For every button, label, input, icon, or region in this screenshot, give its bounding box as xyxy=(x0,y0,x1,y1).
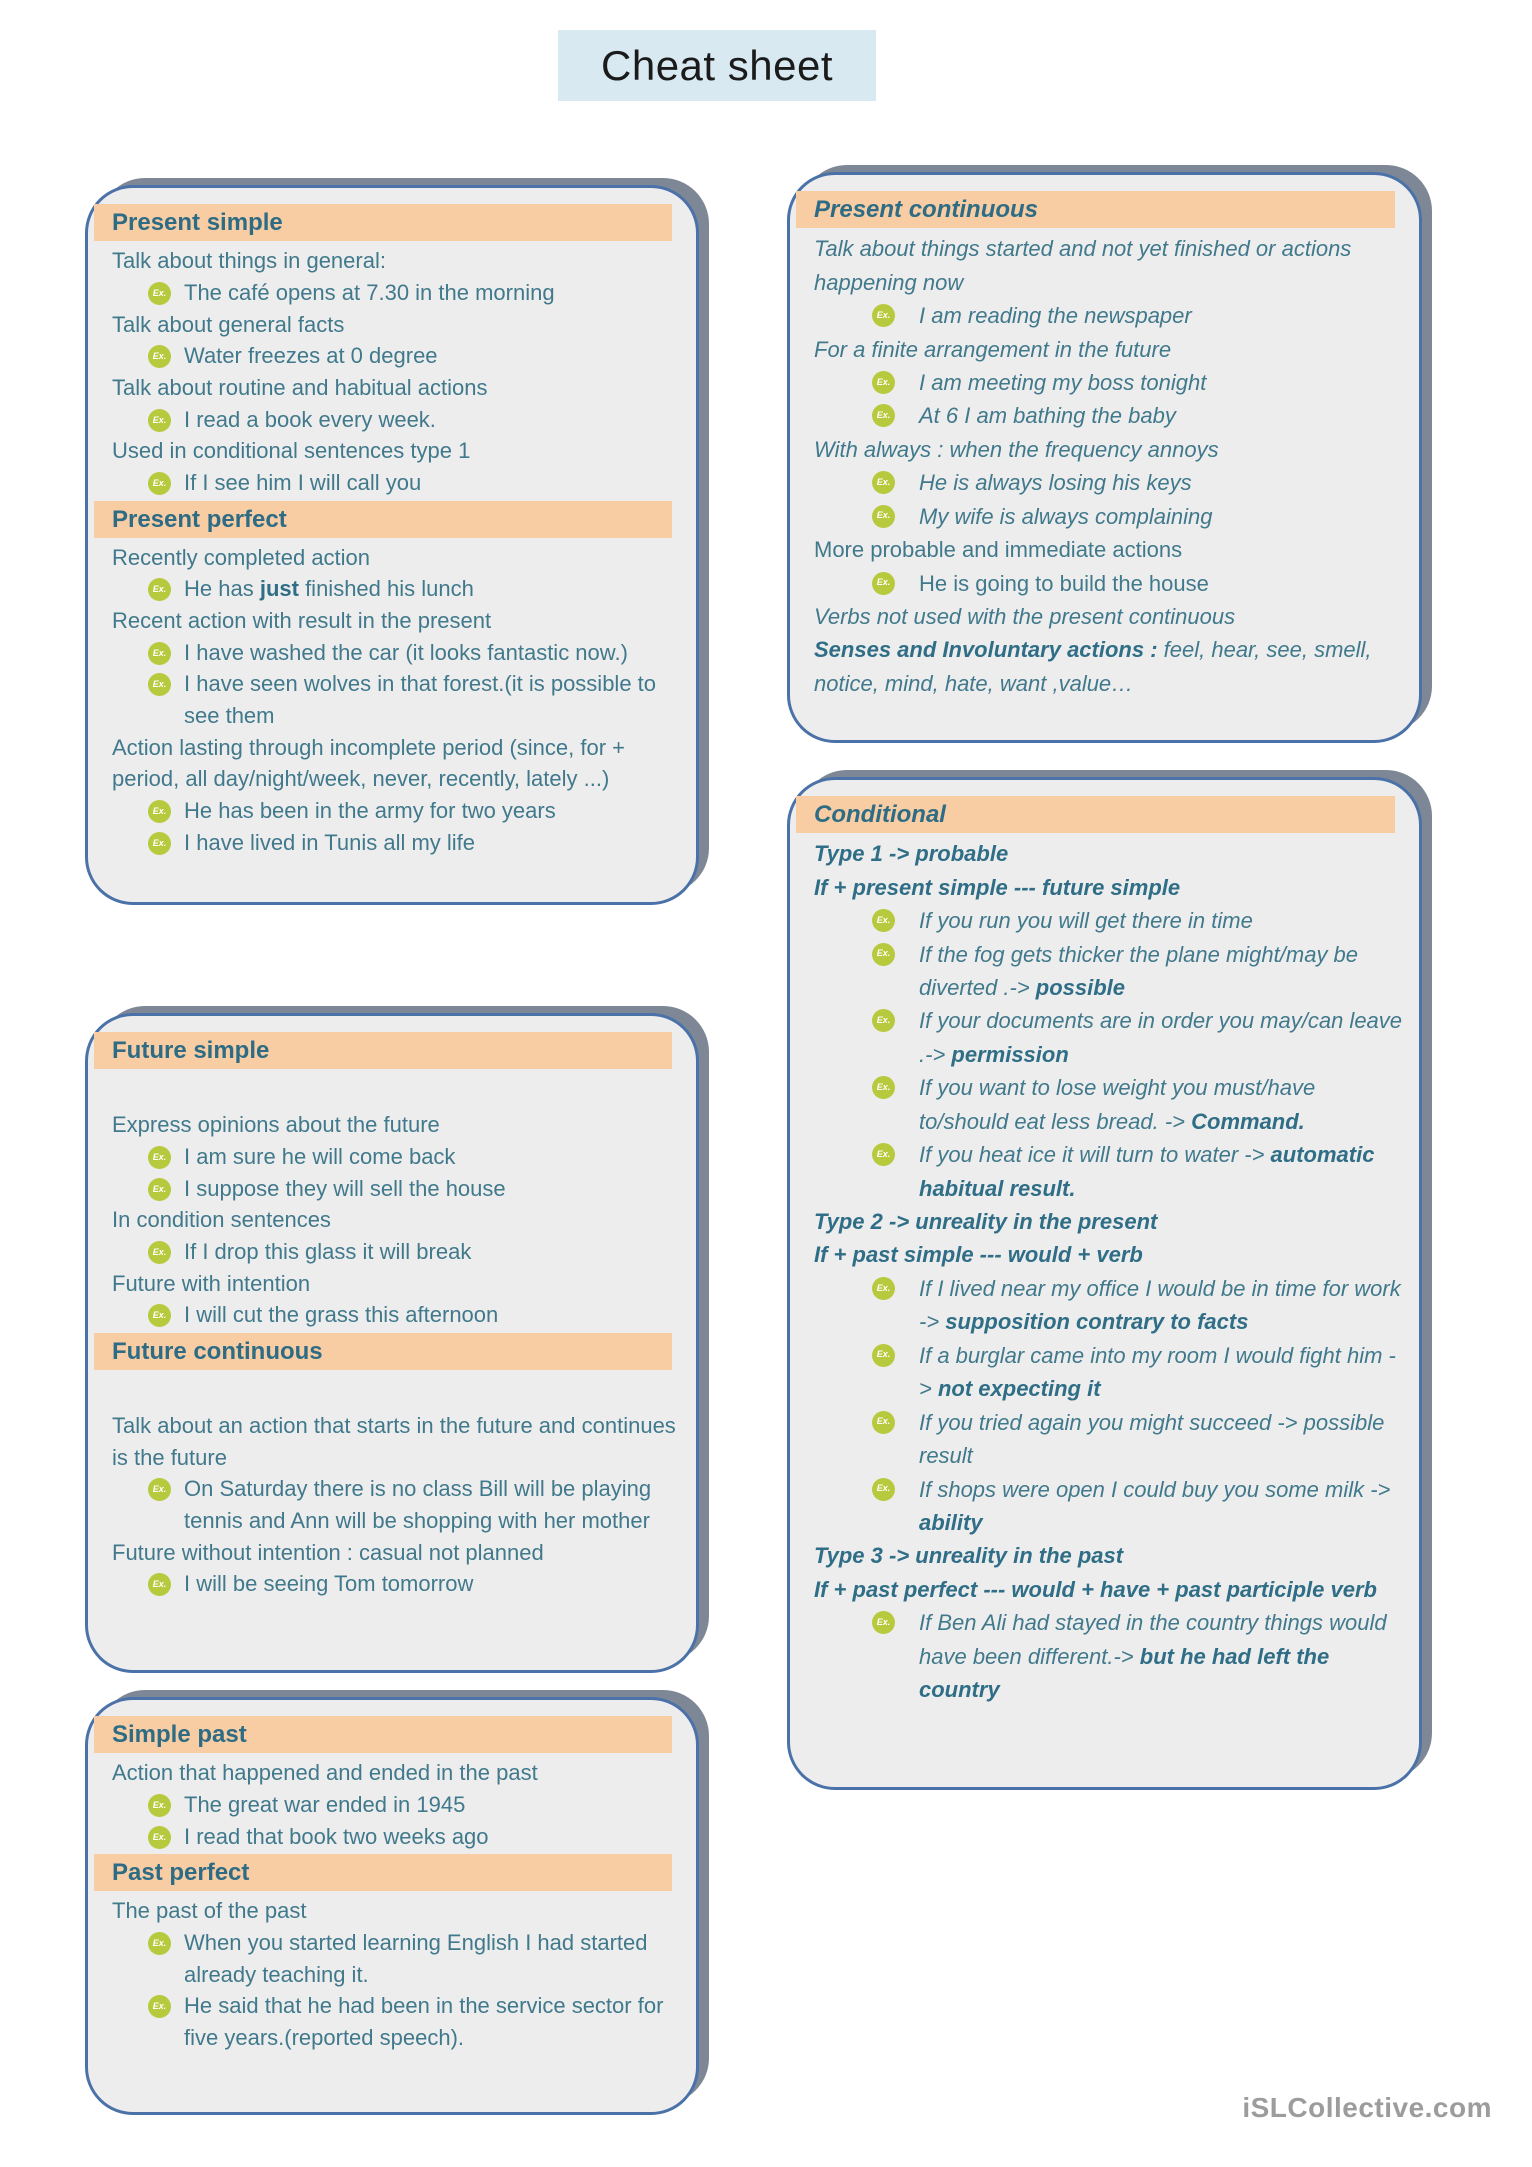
example-item xyxy=(148,1990,680,2053)
text-segment: My wife is always complaining xyxy=(919,503,1213,529)
example-icon: Ex. xyxy=(148,800,171,823)
usage-rule xyxy=(814,232,1403,299)
example-item xyxy=(148,277,680,309)
text-segment: Future with intention xyxy=(112,1270,311,1296)
example-item xyxy=(872,399,1403,432)
example-text xyxy=(184,637,680,669)
example-icon: Ex. xyxy=(872,909,895,932)
example-text xyxy=(184,1927,680,1990)
example-icon: Ex. xyxy=(872,1076,895,1099)
text-segment: If you tried again you might succeed -> possible result xyxy=(919,1409,1385,1469)
text-segment: If + past perfect --- would + have + past participle verb xyxy=(814,1576,1377,1602)
example-text xyxy=(184,1789,680,1821)
example-icon: Ex. xyxy=(148,1304,171,1327)
box-content xyxy=(790,175,1419,740)
example-item xyxy=(148,1927,680,1990)
example-icon: Ex. xyxy=(872,371,895,394)
example-item xyxy=(148,1236,680,1268)
text-segment: If I lived near my office I would be in time for work -> xyxy=(919,1275,1401,1335)
example-text xyxy=(919,299,1403,332)
example-item xyxy=(872,299,1403,332)
text-segment: feel, hear, see, smell, notice, mind, hate, want ,value… xyxy=(814,637,1372,696)
section-header: Simple past xyxy=(94,1716,672,1753)
example-text xyxy=(919,938,1403,1005)
example-text xyxy=(184,1821,680,1853)
usage-rule xyxy=(112,1268,680,1300)
example-item xyxy=(148,668,680,731)
text-segment: I am reading the newspaper xyxy=(919,303,1192,329)
example-item xyxy=(148,1173,680,1205)
example-icon: Ex. xyxy=(148,1794,171,1817)
text-segment: Express opinions about the future xyxy=(112,1112,440,1138)
box-content xyxy=(88,1016,696,1670)
text-segment: More probable and immediate actions xyxy=(814,537,1183,563)
example-item xyxy=(872,1339,1403,1406)
example-icon: Ex. xyxy=(148,1241,171,1264)
example-text xyxy=(919,1606,1403,1706)
text-segment: He is going to build the house xyxy=(919,570,1209,596)
example-text xyxy=(919,1272,1403,1339)
example-text xyxy=(184,573,680,605)
example-text xyxy=(184,795,680,827)
example-text xyxy=(184,1173,680,1205)
usage-rule xyxy=(814,1539,1403,1572)
example-icon: Ex. xyxy=(148,1573,171,1596)
example-item xyxy=(872,904,1403,937)
text-segment: When you started learning English I had started already teaching it. xyxy=(184,1930,648,1987)
example-text xyxy=(184,827,680,859)
text-segment: supposition contrary to facts xyxy=(945,1309,1249,1335)
text-segment: I am meeting my boss tonight xyxy=(919,369,1207,395)
example-item xyxy=(148,573,680,605)
text-segment: He has been in the army for two years xyxy=(184,798,556,824)
text-segment: The great war ended in 1945 xyxy=(184,1791,466,1817)
text-segment: Action lasting through incomplete period (since, for + period, all day/night/week, never, recently, lately ...) xyxy=(112,734,626,792)
section-header: Past perfect xyxy=(94,1854,672,1891)
text-segment: The past of the past xyxy=(112,1898,307,1924)
example-text xyxy=(184,1236,680,1268)
example-item xyxy=(872,1004,1403,1071)
example-icon: Ex. xyxy=(872,1143,895,1166)
text-segment: Used in conditional sentences type 1 xyxy=(112,438,471,464)
box-present-continuous xyxy=(787,172,1422,743)
example-item xyxy=(148,404,680,436)
example-item xyxy=(148,1473,680,1536)
usage-rule xyxy=(112,435,680,467)
usage-rule xyxy=(112,309,680,341)
example-icon: Ex. xyxy=(148,1826,171,1849)
example-icon: Ex. xyxy=(148,409,171,432)
example-item xyxy=(872,366,1403,399)
text-segment: I will cut the grass this afternoon xyxy=(184,1302,499,1328)
usage-rule xyxy=(112,1757,680,1789)
section-header: Conditional xyxy=(796,796,1395,833)
example-text xyxy=(184,467,680,499)
example-icon: Ex. xyxy=(872,404,895,427)
example-item xyxy=(872,1606,1403,1706)
usage-rule xyxy=(814,633,1403,700)
text-segment: He has xyxy=(184,576,260,602)
text-segment: I read that book two weeks ago xyxy=(184,1823,489,1849)
usage-rule xyxy=(814,433,1403,466)
text-segment: If a burglar came into my room I would fight him -> xyxy=(919,1342,1396,1402)
example-icon: Ex. xyxy=(148,642,171,665)
text-segment: He is always losing his keys xyxy=(919,470,1192,496)
text-segment: Recent action with result in the present xyxy=(112,608,492,634)
example-text xyxy=(919,399,1403,432)
example-text xyxy=(184,668,680,731)
example-icon: Ex. xyxy=(872,572,895,595)
box-content xyxy=(790,780,1419,1787)
usage-rule xyxy=(814,1238,1403,1271)
text-segment: He said that he had been in the service sector for five years.(reported speech). xyxy=(184,1993,664,2051)
text-segment: For a finite arrangement in the future xyxy=(814,336,1172,362)
example-item xyxy=(148,827,680,859)
section-header: Present simple xyxy=(94,204,672,241)
example-icon: Ex. xyxy=(872,505,895,528)
text-segment: I am sure he will come back xyxy=(184,1143,456,1169)
example-icon: Ex. xyxy=(148,1478,171,1501)
example-icon: Ex. xyxy=(872,1009,895,1032)
example-text xyxy=(919,567,1403,600)
example-item xyxy=(148,1568,680,1600)
example-item xyxy=(872,1138,1403,1205)
text-segment: If Ben Ali had stayed in the country things would have been different.-> xyxy=(919,1610,1387,1669)
text-segment: If your documents are in order you may/can leave .-> xyxy=(919,1008,1403,1067)
example-icon: Ex. xyxy=(148,1932,171,1955)
usage-rule xyxy=(112,1895,680,1927)
example-icon: Ex. xyxy=(872,304,895,327)
usage-rule xyxy=(112,245,680,277)
text-segment: but he had left the country xyxy=(919,1643,1330,1703)
section-header: Present continuous xyxy=(796,191,1395,228)
box-content xyxy=(88,188,696,902)
example-text xyxy=(919,466,1403,499)
text-segment: I read a book every week. xyxy=(184,406,436,432)
example-item xyxy=(148,795,680,827)
example-icon: Ex. xyxy=(148,282,171,305)
example-icon: Ex. xyxy=(148,578,171,601)
text-segment: I have seen wolves in that forest.(it is possible to see them xyxy=(184,671,657,729)
text-segment: Verbs not used with the present continuous xyxy=(814,604,1236,629)
example-item xyxy=(872,466,1403,499)
text-segment: If the fog gets thicker the plane might/may be diverted .-> xyxy=(919,941,1359,1000)
example-item xyxy=(872,1071,1403,1138)
spacer xyxy=(112,1374,680,1410)
usage-rule xyxy=(112,542,680,574)
text-segment: Type 2 -> unreality in the present xyxy=(814,1209,1158,1234)
text-segment: finished his lunch xyxy=(298,576,474,602)
text-segment: If + past simple --- would + verb xyxy=(814,1242,1143,1268)
example-text xyxy=(184,1990,680,2053)
text-segment: possible xyxy=(1035,974,1126,1000)
example-text xyxy=(184,1568,680,1600)
text-segment: If shops were open I could buy you some milk -> xyxy=(919,1476,1391,1502)
example-icon: Ex. xyxy=(148,345,171,368)
example-text xyxy=(184,340,680,372)
spacer xyxy=(112,1073,680,1109)
example-icon: Ex. xyxy=(148,832,171,855)
example-icon: Ex. xyxy=(872,1344,895,1367)
text-segment: In condition sentences xyxy=(112,1207,331,1233)
text-segment: Senses and Involuntary actions : xyxy=(814,637,1158,663)
text-segment: Talk about general facts xyxy=(112,311,345,337)
text-segment: I have lived in Tunis all my life xyxy=(184,829,476,855)
example-icon: Ex. xyxy=(872,1478,895,1501)
text-segment: I will be seeing Tom tomorrow xyxy=(184,1571,474,1597)
usage-rule xyxy=(814,333,1403,366)
example-icon: Ex. xyxy=(148,1178,171,1201)
text-segment: Action that happened and ended in the past xyxy=(112,1760,538,1786)
example-text xyxy=(919,1138,1403,1205)
text-segment: Talk about things in general: xyxy=(112,248,386,274)
text-segment: Talk about an action that starts in the future and continues is the future xyxy=(112,1413,676,1470)
example-text xyxy=(919,500,1403,533)
usage-rule xyxy=(814,533,1403,566)
example-item xyxy=(872,1272,1403,1339)
text-segment: Future without intention : casual not planned xyxy=(112,1539,544,1565)
example-item xyxy=(148,637,680,669)
text-segment: If you want to lose weight you must/have to/should eat less bread. -> xyxy=(919,1075,1316,1134)
example-text xyxy=(919,904,1403,937)
example-item xyxy=(872,1406,1403,1473)
example-icon: Ex. xyxy=(872,1277,895,1300)
text-segment: Type 1 -> probable xyxy=(814,841,1009,867)
example-icon: Ex. xyxy=(148,673,171,696)
text-segment: If you run you will get there in time xyxy=(919,908,1253,934)
text-segment: At 6 I am bathing the baby xyxy=(919,403,1176,429)
box-present-simple-perfect xyxy=(85,185,699,905)
text-segment: ability xyxy=(919,1509,983,1535)
text-segment: I suppose they will sell the house xyxy=(184,1175,506,1201)
usage-rule xyxy=(112,1537,680,1569)
box-content xyxy=(88,1700,696,2112)
example-text xyxy=(919,1004,1403,1071)
example-icon: Ex. xyxy=(148,1146,171,1169)
text-segment: not expecting it xyxy=(937,1376,1101,1402)
example-item xyxy=(872,938,1403,1005)
example-item xyxy=(148,1789,680,1821)
text-segment: On Saturday there is no class Bill will be playing tennis and Ann will be shopping with her mother xyxy=(184,1476,652,1534)
example-text xyxy=(184,277,680,309)
example-text xyxy=(919,1339,1403,1406)
text-segment: Type 3 -> unreality in the past xyxy=(814,1543,1124,1569)
usage-rule xyxy=(814,871,1403,904)
text-segment: If + present simple --- future simple xyxy=(814,874,1181,900)
example-text xyxy=(184,1141,680,1173)
example-item xyxy=(148,467,680,499)
text-segment: I have washed the car (it looks fantastic now.) xyxy=(184,639,628,665)
text-segment: Talk about things started and not yet finished or actions happening now xyxy=(814,236,1352,295)
example-text xyxy=(919,366,1403,399)
text-segment: If you heat ice it will turn to water -> xyxy=(919,1142,1271,1168)
example-icon: Ex. xyxy=(148,472,171,495)
usage-rule xyxy=(814,837,1403,870)
text-segment: If I see him I will call you xyxy=(184,469,422,495)
example-icon: Ex. xyxy=(148,1995,171,2018)
example-icon: Ex. xyxy=(872,1411,895,1434)
example-item xyxy=(148,1141,680,1173)
text-segment: just xyxy=(259,576,299,602)
example-text xyxy=(919,1473,1403,1540)
text-segment: With always : when the frequency annoys xyxy=(814,436,1219,462)
usage-rule xyxy=(112,1109,680,1141)
usage-rule xyxy=(112,732,680,795)
text-segment: If I drop this glass it will break xyxy=(184,1238,472,1264)
example-text xyxy=(184,1299,680,1331)
example-item xyxy=(872,1473,1403,1540)
example-item xyxy=(148,340,680,372)
section-header: Present perfect xyxy=(94,501,672,538)
page-title: Cheat sheet xyxy=(558,30,876,101)
example-item xyxy=(148,1299,680,1331)
example-text xyxy=(184,1473,680,1536)
section-header: Future simple xyxy=(94,1032,672,1069)
text-segment: permission xyxy=(951,1041,1069,1067)
usage-rule xyxy=(112,605,680,637)
box-conditional xyxy=(787,777,1422,1790)
example-text xyxy=(919,1071,1403,1138)
text-segment: Water freezes at 0 degree xyxy=(184,343,438,369)
box-simple-past-past-perfect xyxy=(85,1697,699,2115)
example-icon: Ex. xyxy=(872,471,895,494)
section-header: Future continuous xyxy=(94,1333,672,1370)
text-segment: automatic habitual result. xyxy=(919,1142,1375,1201)
box-future-simple-continuous xyxy=(85,1013,699,1673)
example-item xyxy=(148,1821,680,1853)
example-text xyxy=(919,1406,1403,1473)
usage-rule xyxy=(112,1410,680,1473)
text-segment: Command. xyxy=(1191,1108,1305,1134)
example-item xyxy=(872,500,1403,533)
islcollective-watermark: iSLCollective.com xyxy=(1242,2092,1492,2123)
usage-rule xyxy=(112,1204,680,1236)
usage-rule xyxy=(112,372,680,404)
example-item xyxy=(872,567,1403,600)
text-segment: Recently completed action xyxy=(112,544,371,570)
usage-rule xyxy=(814,1205,1403,1238)
text-segment: Talk about routine and habitual actions xyxy=(112,374,488,400)
text-segment: The café opens at 7.30 in the morning xyxy=(184,279,555,305)
usage-rule xyxy=(814,600,1403,633)
example-icon: Ex. xyxy=(872,943,895,966)
example-icon: Ex. xyxy=(872,1611,895,1634)
example-text xyxy=(184,404,680,436)
usage-rule xyxy=(814,1573,1403,1606)
